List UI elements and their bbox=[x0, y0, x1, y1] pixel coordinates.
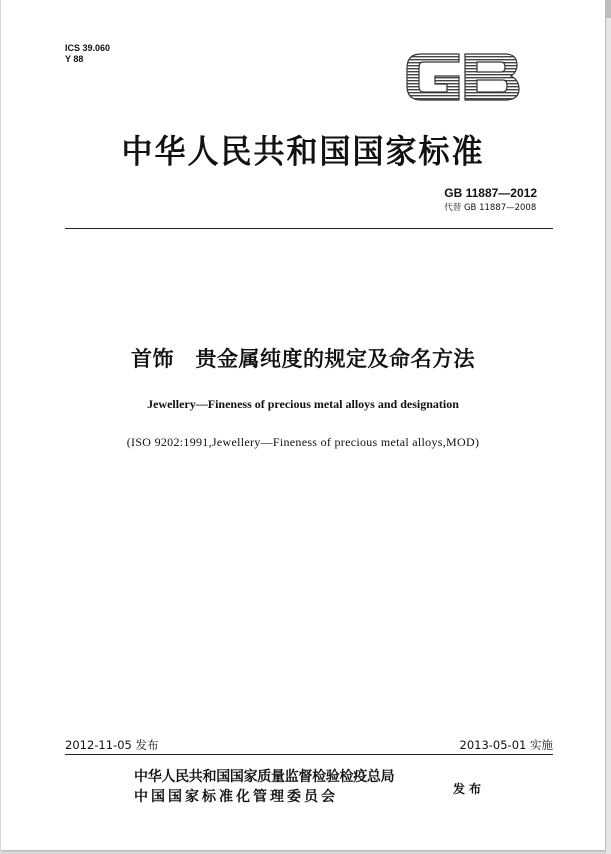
top-divider bbox=[65, 228, 553, 229]
issuer-aqsiq: 中华人民共和国国家质量监督检验检疫总局 bbox=[134, 769, 395, 785]
vertical-scrollbar[interactable] bbox=[606, 0, 611, 854]
iso-reference: (ISO 9202:1991,Jewellery—Fineness of precious metal alloys,MOD) bbox=[126, 435, 480, 449]
standard-number-block bbox=[444, 186, 537, 213]
issue-date: 2012-11-05 发布 bbox=[65, 738, 159, 752]
issuer-sac: 中国国家标准化管理委员会 bbox=[134, 789, 338, 805]
category-code: Y 88 bbox=[65, 54, 84, 64]
standard-number: GB 11887—2012 bbox=[444, 186, 537, 200]
implementation-date: 2013-05-01 实施 bbox=[459, 738, 553, 752]
replaces-standard: 代替 GB 11887—2008 bbox=[444, 203, 537, 213]
ics-code: ICS 39.060 bbox=[65, 43, 111, 53]
document-page bbox=[1, 0, 605, 850]
chinese-title: 首饰 贵金属纯度的规定及命名方法 bbox=[131, 347, 475, 371]
publish-label: 发布 bbox=[453, 782, 486, 796]
classification-codes bbox=[65, 43, 110, 65]
gb-logo bbox=[401, 50, 523, 104]
national-standard-title: 中华人民共和国国家标准 bbox=[121, 133, 485, 172]
english-title: Jewellery—Fineness of precious metal alloys and designation bbox=[147, 397, 459, 411]
scrollbar-thumb[interactable] bbox=[606, 0, 611, 18]
issuing-authorities bbox=[134, 767, 394, 807]
bottom-divider bbox=[65, 754, 553, 755]
